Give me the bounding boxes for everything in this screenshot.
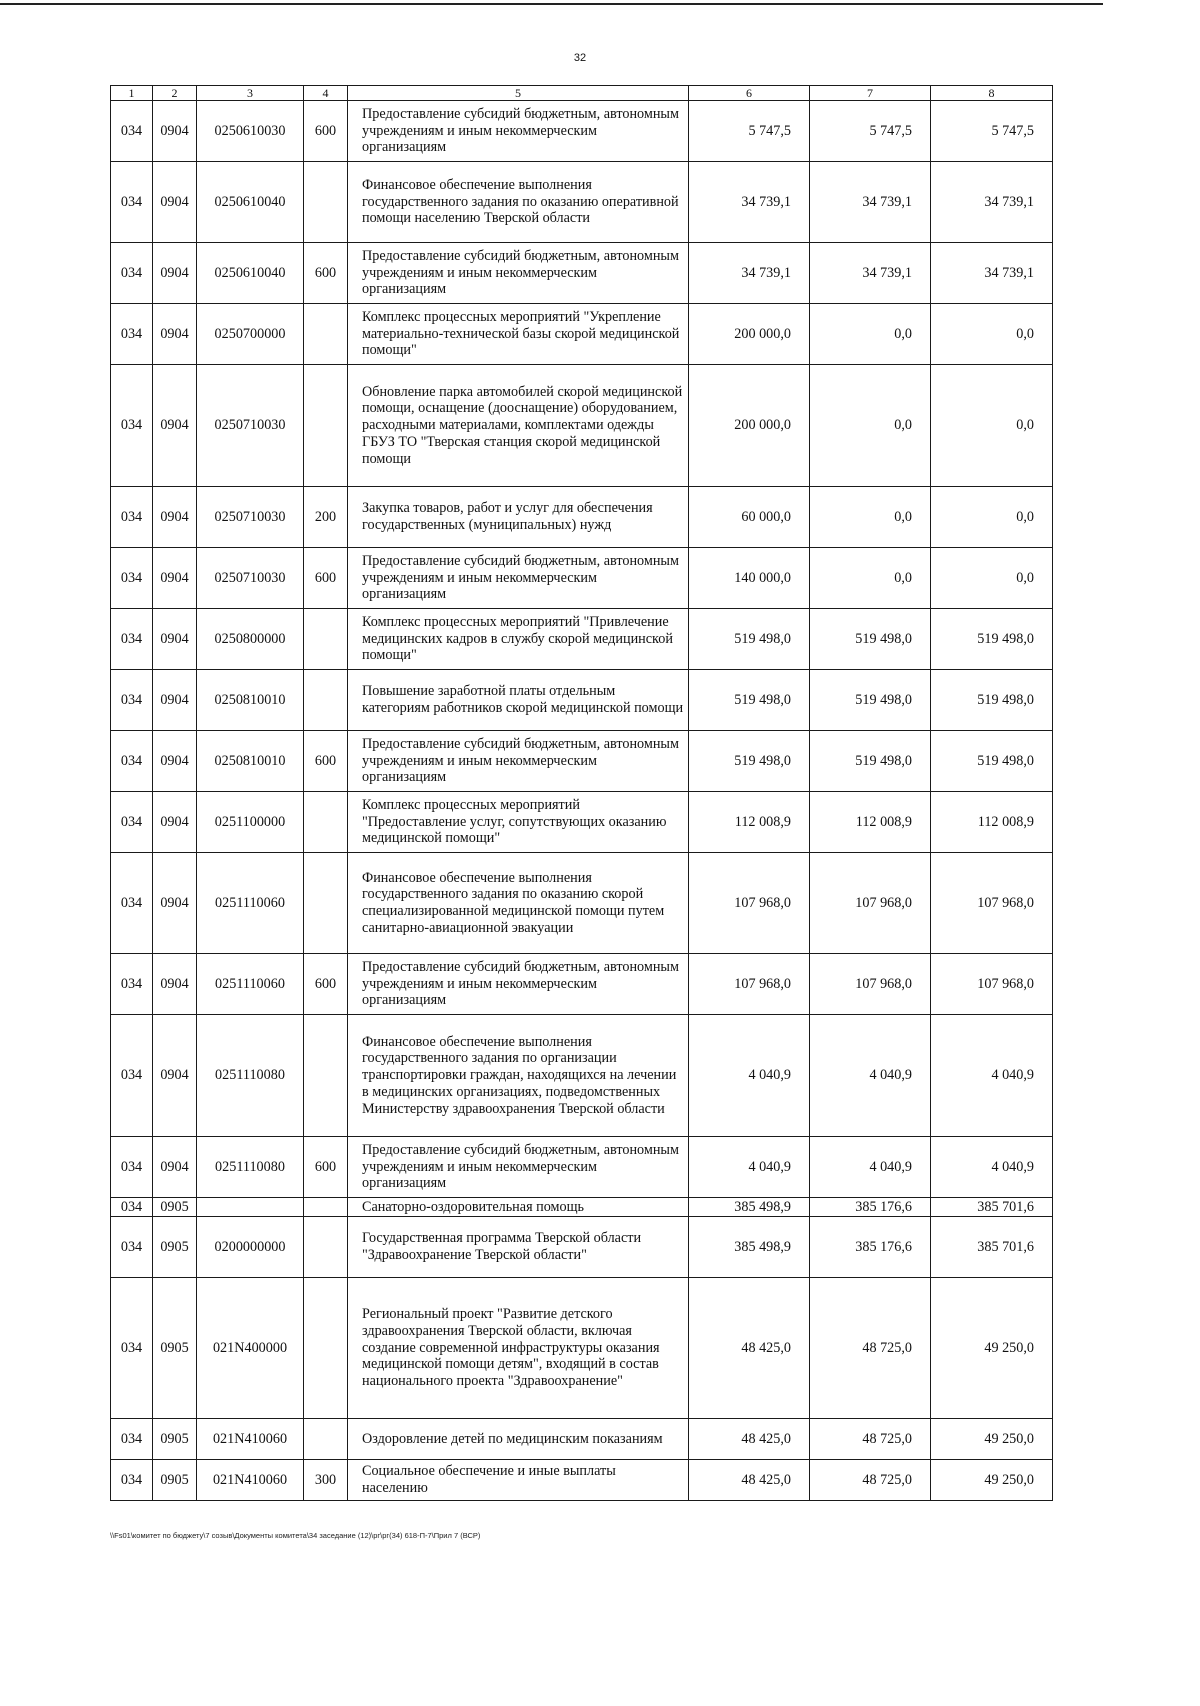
cell-name: Финансовое обеспечение выполнения государственного задания по организации транспортировки граждан, находящихся на лечении в медицинских организациях, подведомственных Министерству здравоохранения Тверской области (348, 1015, 689, 1137)
table-row (111, 162, 1053, 243)
cell-name: Предоставление субсидий бюджетным, автономным учреждениям и иным некоммерческим организациям (348, 243, 689, 304)
cell-section-code: 0904 (153, 1015, 197, 1137)
cell-section-code: 0904 (153, 162, 197, 243)
cell-value-6: 107 968,0 (689, 853, 810, 954)
col-header: 3 (197, 86, 304, 101)
cell-expense-type (304, 670, 348, 731)
table-row (111, 1460, 1053, 1501)
cell-name: Предоставление субсидий бюджетным, автономным учреждениям и иным некоммерческим организациям (348, 954, 689, 1015)
cell-expense-type (304, 1217, 348, 1278)
table-row (111, 1217, 1053, 1278)
cell-ministry-code: 034 (111, 365, 153, 487)
cell-value-7: 107 968,0 (810, 853, 931, 954)
cell-name: Предоставление субсидий бюджетным, автономным учреждениям и иным некоммерческим организациям (348, 548, 689, 609)
cell-value-6: 60 000,0 (689, 487, 810, 548)
cell-ministry-code: 034 (111, 731, 153, 792)
cell-target-code: 0250700000 (197, 304, 304, 365)
cell-section-code: 0904 (153, 609, 197, 670)
cell-name: Финансовое обеспечение выполнения государственного задания по оказанию оперативной помощи населению Тверской области (348, 162, 689, 243)
budget-table (110, 85, 1053, 1501)
cell-ministry-code: 034 (111, 670, 153, 731)
cell-value-8: 385 701,6 (931, 1198, 1053, 1217)
cell-value-8: 34 739,1 (931, 162, 1053, 243)
table-row (111, 548, 1053, 609)
cell-value-7: 107 968,0 (810, 954, 931, 1015)
cell-name: Предоставление субсидий бюджетным, автономным учреждениям и иным некоммерческим организациям (348, 101, 689, 162)
cell-value-7: 34 739,1 (810, 162, 931, 243)
cell-expense-type (304, 609, 348, 670)
cell-value-7: 385 176,6 (810, 1198, 931, 1217)
cell-expense-type (304, 1015, 348, 1137)
cell-value-7: 0,0 (810, 304, 931, 365)
cell-target-code: 0250710030 (197, 365, 304, 487)
cell-expense-type (304, 365, 348, 487)
file-path-footer: \\Fs01\комитет по бюджету\7 созыв\Документы комитета\34 заседание (12)\рг\рг(34) 618-П-7\Прил 7 (ВСР) (110, 1531, 481, 1540)
cell-value-7: 519 498,0 (810, 731, 931, 792)
col-header: 1 (111, 86, 153, 101)
cell-ministry-code: 034 (111, 1015, 153, 1137)
cell-name: Предоставление субсидий бюджетным, автономным учреждениям и иным некоммерческим организациям (348, 1137, 689, 1198)
cell-name: Комплекс процессных мероприятий "Предоставление услуг, сопутствующих оказанию медицинской помощи" (348, 792, 689, 853)
cell-name: Оздоровление детей по медицинским показаниям (348, 1419, 689, 1460)
table-row (111, 101, 1053, 162)
cell-value-8: 0,0 (931, 487, 1053, 548)
cell-section-code: 0904 (153, 304, 197, 365)
cell-value-6: 200 000,0 (689, 365, 810, 487)
cell-section-code: 0905 (153, 1198, 197, 1217)
cell-value-8: 112 008,9 (931, 792, 1053, 853)
cell-value-6: 519 498,0 (689, 609, 810, 670)
cell-name: Закупка товаров, работ и услуг для обеспечения государственных (муниципальных) нужд (348, 487, 689, 548)
cell-name: Санаторно-оздоровительная помощь (348, 1198, 689, 1217)
cell-target-code: 0200000000 (197, 1217, 304, 1278)
col-header: 7 (810, 86, 931, 101)
cell-name: Социальное обеспечение и иные выплаты населению (348, 1460, 689, 1501)
cell-section-code: 0904 (153, 548, 197, 609)
cell-value-7: 5 747,5 (810, 101, 931, 162)
table-row (111, 487, 1053, 548)
cell-target-code: 0250610030 (197, 101, 304, 162)
cell-section-code: 0904 (153, 243, 197, 304)
table-row (111, 954, 1053, 1015)
cell-expense-type: 600 (304, 731, 348, 792)
cell-ministry-code: 034 (111, 1217, 153, 1278)
cell-section-code: 0905 (153, 1460, 197, 1501)
cell-value-8: 49 250,0 (931, 1278, 1053, 1419)
cell-name: Повышение заработной платы отдельным категориям работников скорой медицинской помощи (348, 670, 689, 731)
top-rule (0, 3, 1103, 5)
cell-value-6: 200 000,0 (689, 304, 810, 365)
cell-value-6: 48 425,0 (689, 1278, 810, 1419)
cell-name: Региональный проект "Развитие детского здравоохранения Тверской области, включая создание современной инфраструктуры оказания медицинской помощи детям", входящий в состав национального проекта "Здравоохранение" (348, 1278, 689, 1419)
cell-value-6: 4 040,9 (689, 1015, 810, 1137)
cell-ministry-code: 034 (111, 243, 153, 304)
cell-name: Обновление парка автомобилей скорой медицинской помощи, оснащение (дооснащение) оборудованием, расходными материалами, комплектами одежды ГБУЗ ТО "Тверская станция скорой медицинской помощи (348, 365, 689, 487)
cell-section-code: 0905 (153, 1419, 197, 1460)
cell-value-7: 48 725,0 (810, 1460, 931, 1501)
cell-section-code: 0904 (153, 954, 197, 1015)
table-row (111, 1198, 1053, 1217)
cell-value-7: 4 040,9 (810, 1137, 931, 1198)
cell-target-code: 021N400000 (197, 1278, 304, 1419)
col-header: 6 (689, 86, 810, 101)
cell-expense-type: 600 (304, 1137, 348, 1198)
cell-name: Комплекс процессных мероприятий "Укрепление материально-технической базы скорой медицинской помощи" (348, 304, 689, 365)
cell-target-code: 0250800000 (197, 609, 304, 670)
cell-ministry-code: 034 (111, 792, 153, 853)
cell-name: Финансовое обеспечение выполнения государственного задания по оказанию скорой специализированной медицинской помощи путем санитарно-авиационной эвакуации (348, 853, 689, 954)
page-number: 32 (573, 52, 587, 64)
cell-value-8: 4 040,9 (931, 1015, 1053, 1137)
cell-ministry-code: 034 (111, 853, 153, 954)
cell-value-6: 107 968,0 (689, 954, 810, 1015)
cell-expense-type: 600 (304, 548, 348, 609)
cell-expense-type: 200 (304, 487, 348, 548)
cell-section-code: 0905 (153, 1278, 197, 1419)
cell-expense-type: 600 (304, 954, 348, 1015)
cell-target-code: 021N410060 (197, 1460, 304, 1501)
cell-value-8: 49 250,0 (931, 1419, 1053, 1460)
table-row (111, 670, 1053, 731)
cell-expense-type (304, 162, 348, 243)
cell-target-code: 0250810010 (197, 670, 304, 731)
cell-value-7: 4 040,9 (810, 1015, 931, 1137)
cell-value-8: 34 739,1 (931, 243, 1053, 304)
cell-ministry-code: 034 (111, 1278, 153, 1419)
table-row (111, 243, 1053, 304)
table-row (111, 1278, 1053, 1419)
cell-expense-type (304, 853, 348, 954)
cell-value-6: 519 498,0 (689, 670, 810, 731)
cell-value-6: 48 425,0 (689, 1460, 810, 1501)
cell-value-6: 519 498,0 (689, 731, 810, 792)
cell-section-code: 0904 (153, 792, 197, 853)
table-row (111, 731, 1053, 792)
table-row (111, 365, 1053, 487)
table-row (111, 1137, 1053, 1198)
cell-section-code: 0905 (153, 1217, 197, 1278)
cell-value-7: 48 725,0 (810, 1419, 931, 1460)
cell-ministry-code: 034 (111, 1198, 153, 1217)
cell-value-7: 0,0 (810, 487, 931, 548)
header-row (111, 86, 1053, 101)
cell-expense-type (304, 792, 348, 853)
cell-target-code: 0251110060 (197, 853, 304, 954)
cell-value-8: 107 968,0 (931, 954, 1053, 1015)
cell-expense-type: 600 (304, 101, 348, 162)
cell-section-code: 0904 (153, 731, 197, 792)
cell-value-8: 519 498,0 (931, 731, 1053, 792)
cell-name: Государственная программа Тверской области "Здравоохранение Тверской области" (348, 1217, 689, 1278)
cell-expense-type (304, 304, 348, 365)
cell-value-8: 0,0 (931, 548, 1053, 609)
cell-value-8: 519 498,0 (931, 670, 1053, 731)
cell-target-code: 0250710030 (197, 548, 304, 609)
cell-ministry-code: 034 (111, 954, 153, 1015)
cell-target-code: 0251110080 (197, 1015, 304, 1137)
cell-value-6: 48 425,0 (689, 1419, 810, 1460)
cell-target-code: 0251110080 (197, 1137, 304, 1198)
cell-value-6: 112 008,9 (689, 792, 810, 853)
cell-target-code: 0250610040 (197, 162, 304, 243)
cell-target-code: 021N410060 (197, 1419, 304, 1460)
table-row (111, 609, 1053, 670)
cell-ministry-code: 034 (111, 1419, 153, 1460)
cell-target-code: 0250610040 (197, 243, 304, 304)
cell-value-6: 5 747,5 (689, 101, 810, 162)
cell-ministry-code: 034 (111, 101, 153, 162)
cell-value-8: 5 747,5 (931, 101, 1053, 162)
cell-section-code: 0904 (153, 101, 197, 162)
cell-ministry-code: 034 (111, 1137, 153, 1198)
cell-ministry-code: 034 (111, 304, 153, 365)
cell-value-6: 385 498,9 (689, 1217, 810, 1278)
cell-ministry-code: 034 (111, 609, 153, 670)
cell-value-7: 112 008,9 (810, 792, 931, 853)
cell-expense-type (304, 1419, 348, 1460)
cell-ministry-code: 034 (111, 162, 153, 243)
cell-value-7: 0,0 (810, 365, 931, 487)
cell-section-code: 0904 (153, 365, 197, 487)
cell-section-code: 0904 (153, 1137, 197, 1198)
table-row (111, 1015, 1053, 1137)
cell-value-7: 385 176,6 (810, 1217, 931, 1278)
cell-section-code: 0904 (153, 853, 197, 954)
col-header: 4 (304, 86, 348, 101)
cell-value-6: 34 739,1 (689, 243, 810, 304)
cell-name: Комплекс процессных мероприятий "Привлечение медицинских кадров в службу скорой медицинской помощи" (348, 609, 689, 670)
cell-expense-type (304, 1278, 348, 1419)
cell-value-6: 140 000,0 (689, 548, 810, 609)
cell-section-code: 0904 (153, 487, 197, 548)
cell-target-code: 0251100000 (197, 792, 304, 853)
table-row (111, 1419, 1053, 1460)
cell-ministry-code: 034 (111, 548, 153, 609)
table-row (111, 304, 1053, 365)
cell-value-8: 107 968,0 (931, 853, 1053, 954)
cell-value-8: 49 250,0 (931, 1460, 1053, 1501)
cell-ministry-code: 034 (111, 487, 153, 548)
cell-value-7: 0,0 (810, 548, 931, 609)
cell-target-code: 0251110060 (197, 954, 304, 1015)
col-header: 2 (153, 86, 197, 101)
cell-value-7: 34 739,1 (810, 243, 931, 304)
cell-expense-type (304, 1198, 348, 1217)
cell-ministry-code: 034 (111, 1460, 153, 1501)
cell-expense-type: 300 (304, 1460, 348, 1501)
cell-section-code: 0904 (153, 670, 197, 731)
cell-name: Предоставление субсидий бюджетным, автономным учреждениям и иным некоммерческим организациям (348, 731, 689, 792)
cell-expense-type: 600 (304, 243, 348, 304)
cell-value-7: 519 498,0 (810, 670, 931, 731)
cell-target-code (197, 1198, 304, 1217)
cell-value-8: 0,0 (931, 304, 1053, 365)
col-header: 8 (931, 86, 1053, 101)
cell-value-6: 34 739,1 (689, 162, 810, 243)
cell-value-6: 4 040,9 (689, 1137, 810, 1198)
cell-value-7: 519 498,0 (810, 609, 931, 670)
cell-value-8: 4 040,9 (931, 1137, 1053, 1198)
col-header: 5 (348, 86, 689, 101)
table-row (111, 792, 1053, 853)
cell-target-code: 0250710030 (197, 487, 304, 548)
cell-value-6: 385 498,9 (689, 1198, 810, 1217)
cell-value-8: 385 701,6 (931, 1217, 1053, 1278)
cell-value-8: 519 498,0 (931, 609, 1053, 670)
cell-value-8: 0,0 (931, 365, 1053, 487)
cell-value-7: 48 725,0 (810, 1278, 931, 1419)
table-row (111, 853, 1053, 954)
cell-target-code: 0250810010 (197, 731, 304, 792)
